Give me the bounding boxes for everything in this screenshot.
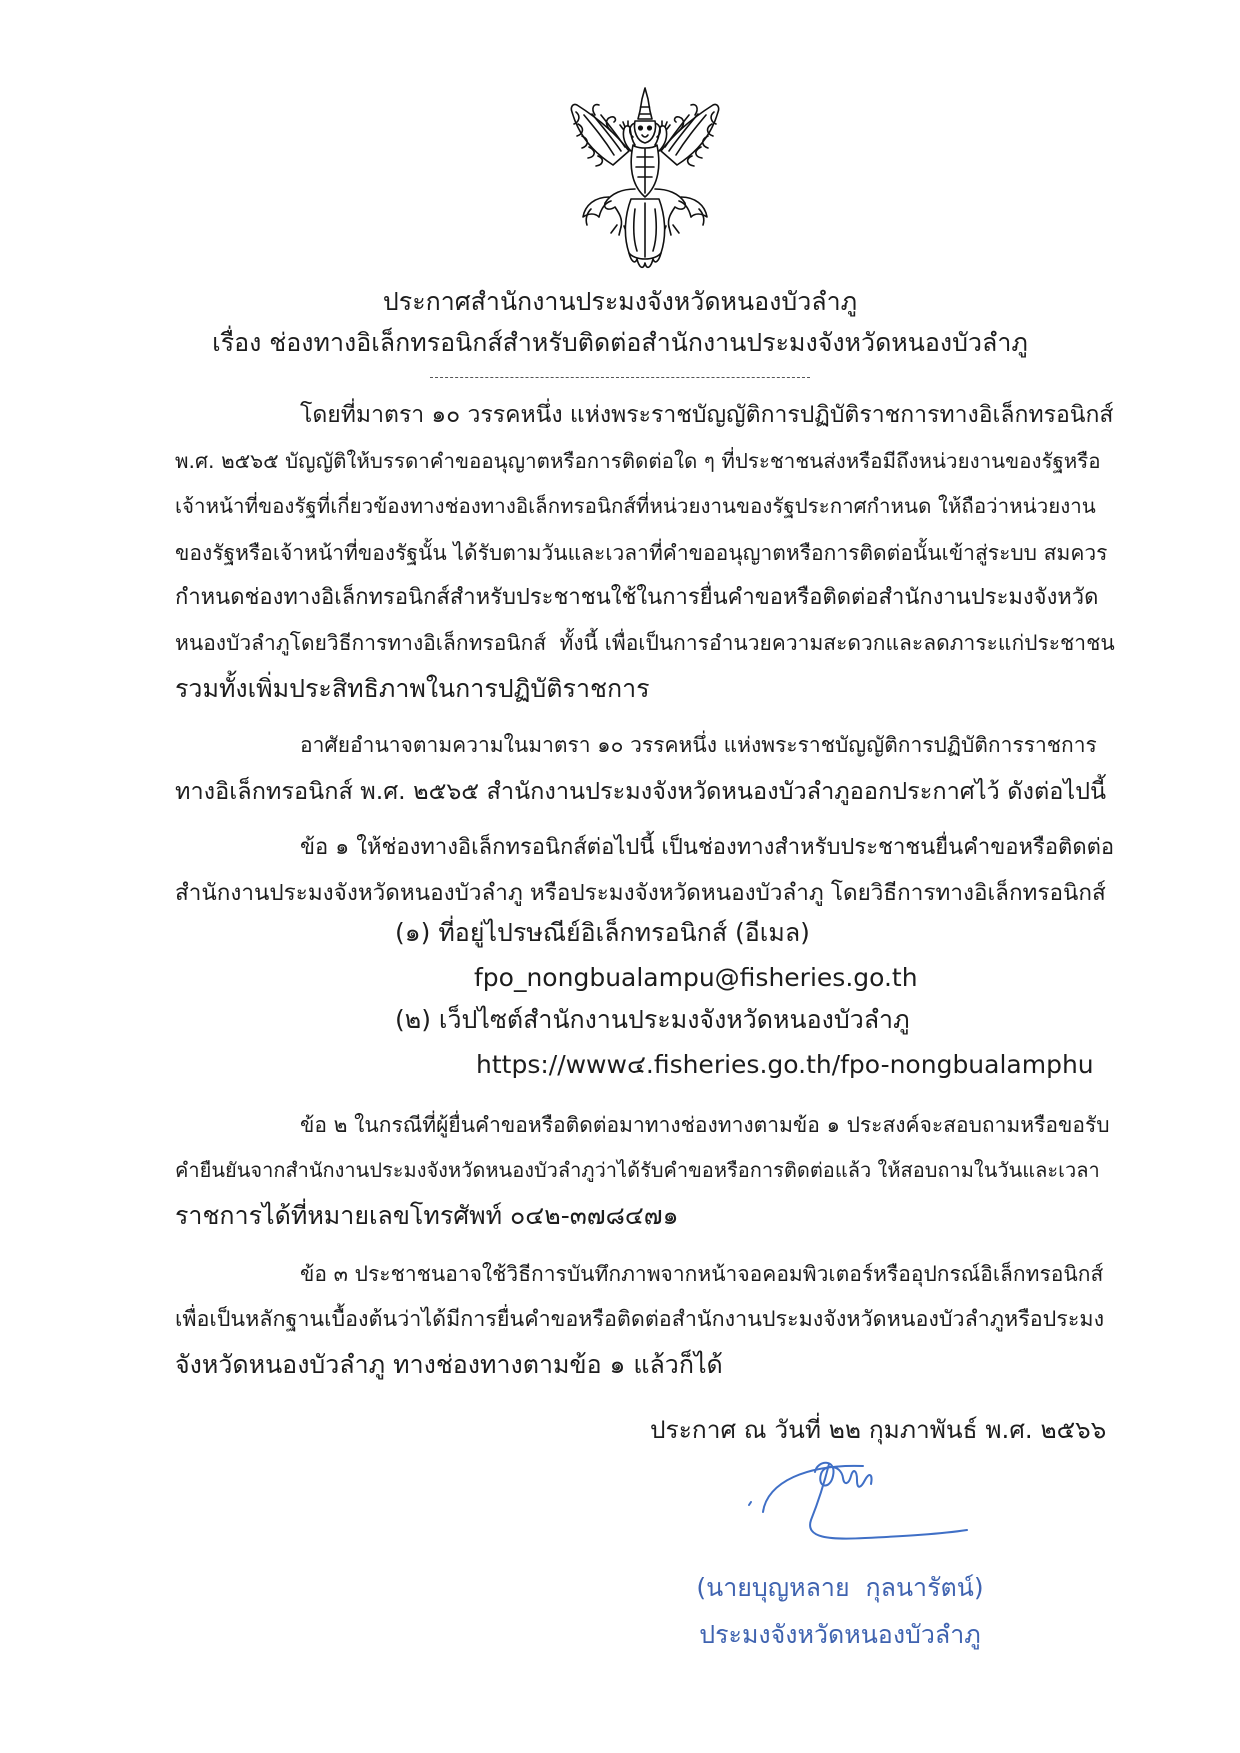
announcement-subject: เรื่อง ช่องทางอิเล็กทรอนิกส์สำหรับติดต่อสำนักงานประมงจังหวัดหนองบัวลำภู [212,328,1028,357]
paragraph-1-line: กำหนดช่องทางอิเล็กทรอนิกส์สำหรับประชาชนใช้ในการยื่นคำขอหรือติดต่อสำนักงานประมงจังหวัด [175,585,1099,610]
garuda-emblem-icon [565,85,725,275]
channel-website-url: https://www๔.fisheries.go.th/fpo-nongbualamphu [476,1050,1094,1079]
clause-2-line: ข้อ ๒ ในกรณีที่ผู้ยื่นคำขอหรือติดต่อมาทางช่องทางตามข้อ ๑ ประสงค์จะสอบถามหรือขอรับ [300,1113,1110,1137]
signatory-name: (นายบุญหลาย กุลนารัตน์) [696,1573,984,1602]
paragraph-1-line: รวมทั้งเพิ่มประสิทธิภาพในการปฏิบัติราชการ [175,674,650,703]
paragraph-1-line: โดยที่มาตรา ๑๐ วรรคหนึ่ง แห่งพระราชบัญญัติการปฏิบัติราชการทางอิเล็กทรอนิกส์ [300,402,1114,428]
channel-website-label: (๒) เว็ปไซต์สำนักงานประมงจังหวัดหนองบัวลำภู [395,1005,910,1034]
channel-email-label: (๑) ที่อยู่ไปรษณีย์อิเล็กทรอนิกส์ (อีเมล) [395,918,810,947]
signatory-title: ประมงจังหวัดหนองบัวลำภู [699,1620,981,1649]
paragraph-1-line: ของรัฐหรือเจ้าหน้าที่ของรัฐนั้น ได้รับตามวันและเวลาที่คำขออนุญาตหรือการติดต่อนั้นเข้าสู่ระบบ สมควร [175,541,1108,565]
heading-divider [430,377,810,378]
clause-3-line: ข้อ ๓ ประชาชนอาจใช้วิธีการบันทึกภาพจากหน้าจอคอมพิวเตอร์หรืออุปกรณ์อิเล็กทรอนิกส์ [300,1262,1104,1286]
clause-1-line: ข้อ ๑ ให้ช่องทางอิเล็กทรอนิกส์ต่อไปนี้ เป็นช่องทางสำหรับประชาชนยื่นคำขอหรือติดต่อ [300,835,1115,860]
paragraph-2-line: อาศัยอำนาจตามความในมาตรา ๑๐ วรรคหนึ่ง แห่งพระราชบัญญัติการปฏิบัติการราชการ [300,733,1097,757]
paragraph-1-line: พ.ศ. ๒๕๖๕ บัญญัติให้บรรดาคำขออนุญาตหรือการติดต่อใด ๆ ที่ประชาชนส่งหรือมีถึงหน่วยงานของรัฐหรือ [175,449,1101,473]
announcement-date: ประกาศ ณ วันที่ ๒๒ กุมภาพันธ์ พ.ศ. ๒๕๖๖ [650,1415,1107,1444]
paragraph-1-line: หนองบัวลำภูโดยวิธีการทางอิเล็กทรอนิกส์ ทั้งนี้ เพื่อเป็นการอำนวยความสะดวกและลดภาระแก่ประชาชน [175,631,1115,655]
clause-1-line: สำนักงานประมงจังหวัดหนองบัวลำภู หรือประมงจังหวัดหนองบัวลำภู โดยวิธีการทางอิเล็กทรอนิกส์ [175,880,1106,906]
paragraph-2-line: ทางอิเล็กทรอนิกส์ พ.ศ. ๒๕๖๕ สำนักงานประมงจังหวัดหนองบัวลำภูออกประกาศไว้ ดังต่อไปนี้ [175,777,1107,805]
clause-3-line: จังหวัดหนองบัวลำภู ทางช่องทางตามข้อ ๑ แล้วก็ได้ [175,1350,723,1379]
clause-3-line: เพื่อเป็นหลักฐานเบื้องต้นว่าได้มีการยื่นคำขอหรือติดต่อสำนักงานประมงจังหวัดหนองบัวลำภูหรือประมง [175,1307,1105,1332]
handwritten-signature-icon [745,1450,975,1560]
clause-2-line: ราชการได้ที่หมายเลขโทรศัพท์ ๐๔๒-๓๗๘๔๗๑ [175,1201,679,1230]
announcement-title: ประกาศสำนักงานประมงจังหวัดหนองบัวลำภู [382,287,858,316]
channel-email-address: fpo_nongbualampu@fisheries.go.th [474,963,918,992]
paragraph-1-line: เจ้าหน้าที่ของรัฐที่เกี่ยวข้องทางช่องทางอิเล็กทรอนิกส์ที่หน่วยงานของรัฐประกาศกำหนด ให้ถือว่าหน่วยงาน [175,494,1096,518]
clause-2-line: คำยืนยันจากสำนักงานประมงจังหวัดหนองบัวลำภูว่าได้รับคำขอหรือการติดต่อแล้ว ให้สอบถามในวันและเวลา [175,1158,1100,1182]
